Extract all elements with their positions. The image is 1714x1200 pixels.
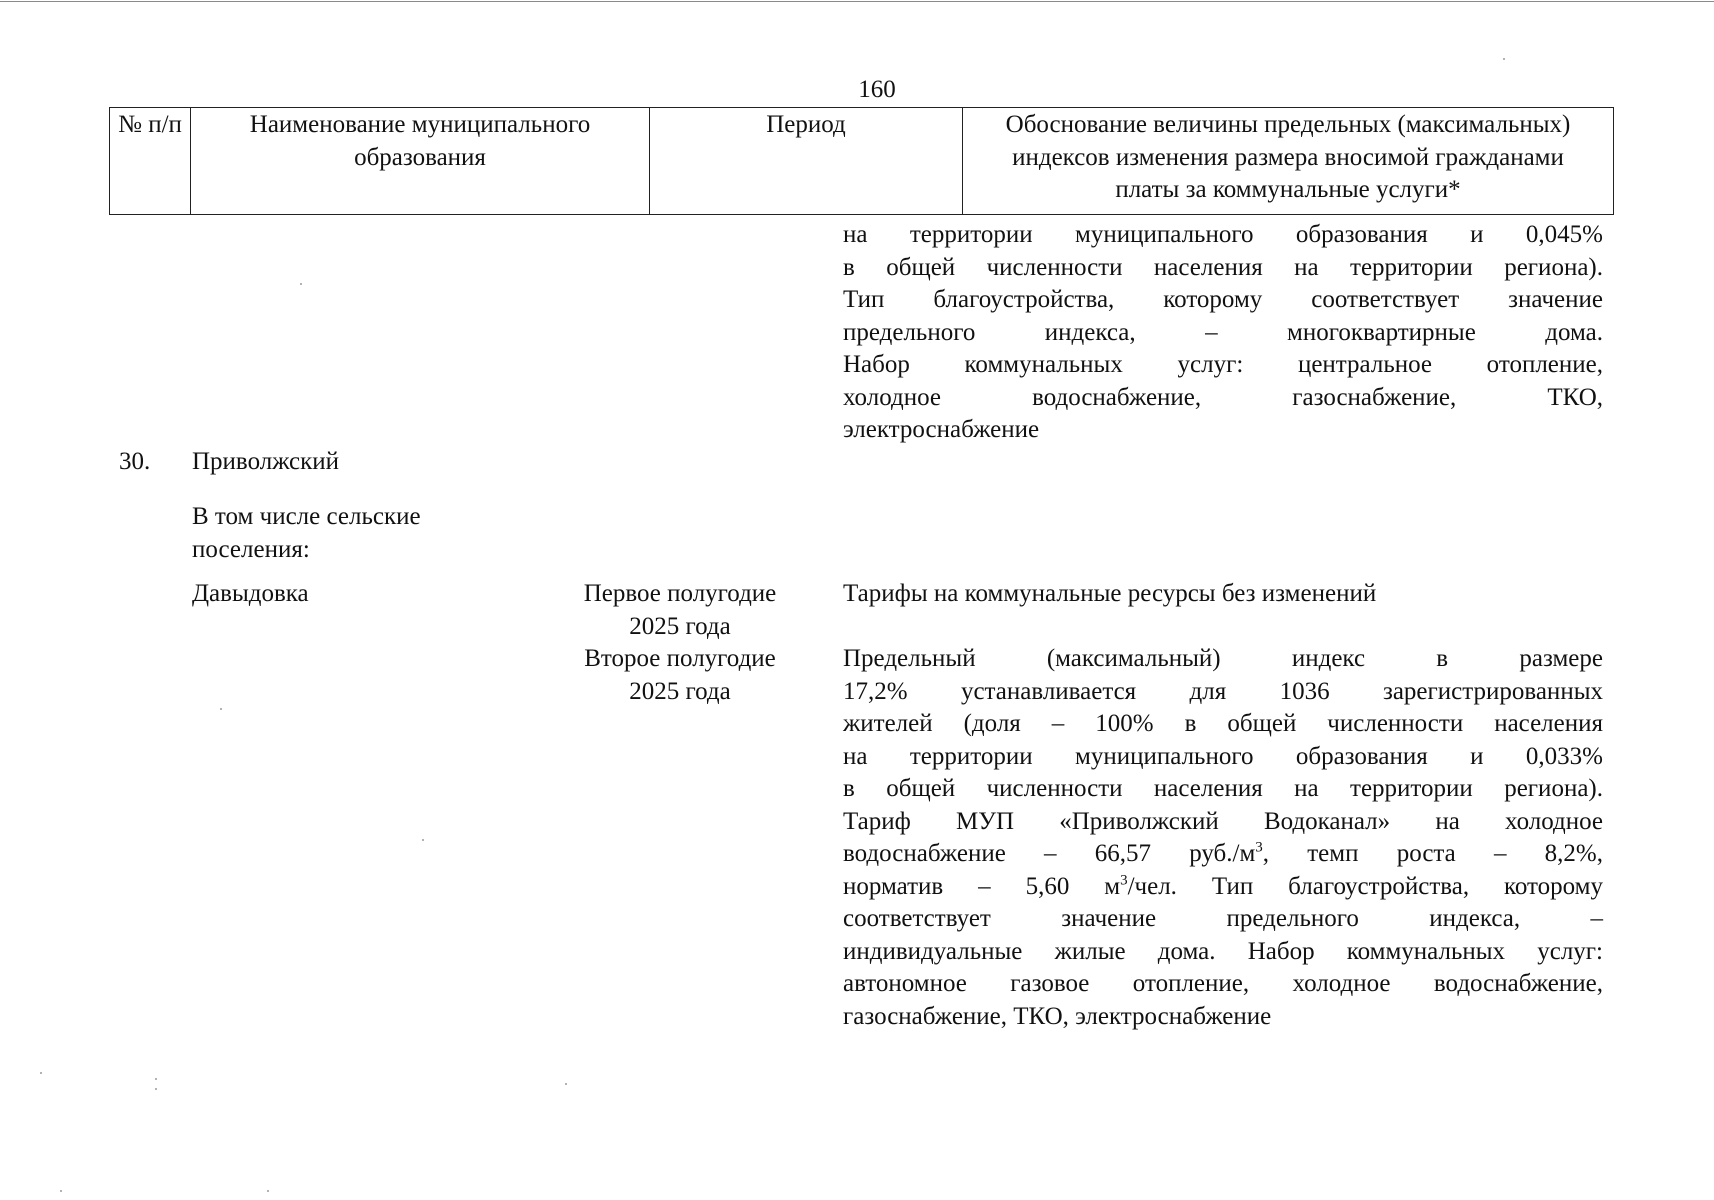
table-header — [109, 107, 1614, 215]
justification-first-half: Тарифы на коммунальные ресурсы без изменений — [843, 580, 1377, 607]
continuation-line: предельного индекса, – многоквартирные дома. — [843, 318, 1603, 346]
continuation-line: в общей численности населения на территории региона). — [843, 253, 1603, 281]
justification-line: в общей численности населения на территории региона). — [843, 775, 1603, 802]
subheading-line: В том числе сельские — [192, 503, 421, 530]
subheading-line: поселения: — [192, 535, 310, 563]
justification-last-line: газоснабжение, ТКО, электроснабжение — [843, 1002, 1272, 1030]
continuation-line: Набор коммунальных услуг: центральное отопление, — [843, 351, 1603, 378]
page-number: 160 — [858, 76, 896, 103]
page-top-edge — [0, 1, 1714, 2]
justification-line: автономное газовое отопление, холодное водоснабжение, — [843, 970, 1603, 997]
scan-speck — [422, 839, 424, 841]
justification-line: жителей (доля – 100% в общей численности населения — [843, 710, 1603, 737]
scan-speck — [267, 1190, 269, 1192]
continuation-line: на территории муниципального образования и 0,045% — [843, 221, 1603, 248]
justification-line: 17,2% устанавливается для 1036 зарегистрированных — [843, 677, 1603, 705]
scan-speck — [300, 283, 302, 285]
scan-speck — [60, 1190, 62, 1192]
row-number: 30. — [119, 448, 151, 475]
justification-line: водоснабжение – 66,57 $руб./м^3$, темп роста – 8,2%, — [843, 839, 1603, 867]
justification-line: соответствует значение предельного индекса, – — [843, 905, 1603, 932]
justification-line: индивидуальные жилые дома. Набор коммунальных услуг: — [843, 937, 1603, 965]
header-col-justification: Обоснование величины предельных (максимальных) индексов изменения размера вносимой гражданами платы за коммунальные услуги* — [963, 108, 1614, 215]
scan-speck — [155, 1088, 157, 1090]
continuation-line: Тип благоустройства, которому соответствует значение — [843, 286, 1603, 313]
justification-line: Предельный (максимальный) индекс в размере — [843, 645, 1603, 672]
period-first-half-line: Первое полугодие — [583, 580, 777, 607]
scan-speck — [155, 1078, 157, 1080]
justification-line: Тариф МУП «Приволжский Водоканал» на холодное — [843, 807, 1603, 835]
scan-speck — [220, 708, 222, 710]
continuation-line: холодное водоснабжение, газоснабжение, ТКО, — [843, 383, 1603, 411]
period-second-half-line: 2025 года — [629, 677, 731, 705]
scan-speck — [1503, 58, 1505, 60]
header-col-period: Период — [650, 108, 963, 215]
justification-line: норматив – 5,60 $м^3$/чел. Тип благоустройства, которому — [843, 872, 1603, 900]
period-second-half-line: Второе полугодие — [584, 645, 776, 672]
settlement-name: Давыдовка — [192, 580, 309, 607]
justification-line: на территории муниципального образования и 0,033% — [843, 742, 1603, 770]
header-col-number: № п/п — [110, 108, 191, 215]
header-col-name: Наименование муниципального образования — [191, 108, 650, 215]
continuation-last-line: электроснабжение — [843, 416, 1040, 443]
period-first-half-line: 2025 года — [629, 612, 731, 640]
scan-speck — [565, 1083, 567, 1085]
municipality-name: Приволжский — [192, 448, 340, 475]
scan-speck — [40, 1072, 42, 1074]
